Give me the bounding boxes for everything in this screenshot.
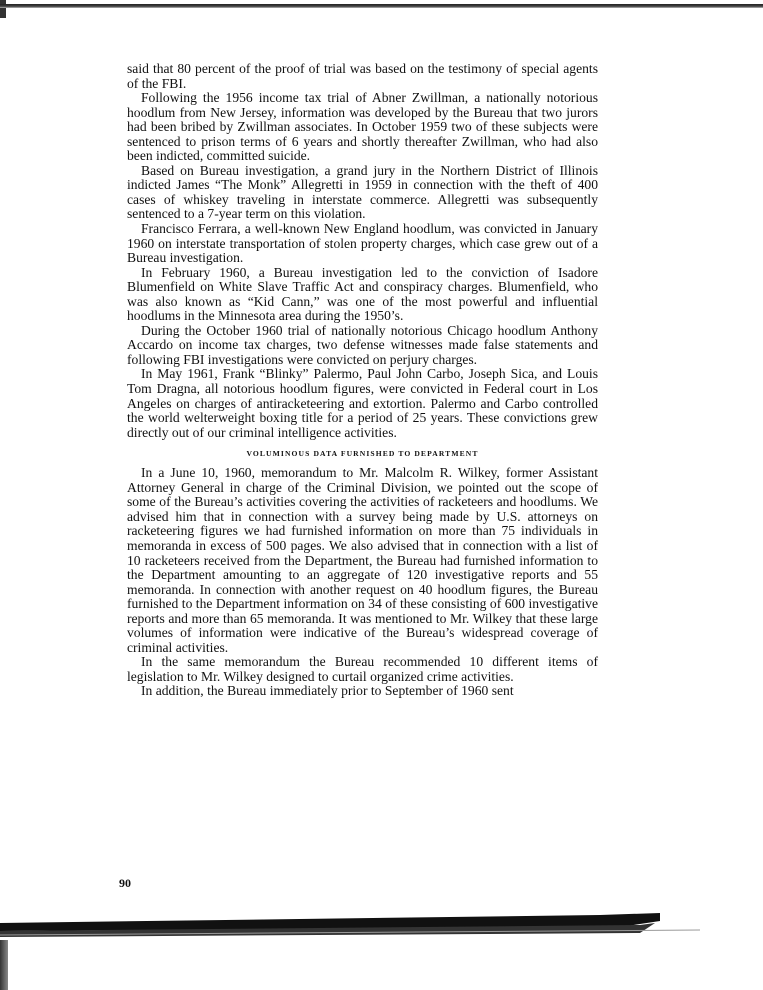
page-body <box>127 62 598 699</box>
paragraph-zwillman: Following the 1956 income tax trial of Abner Zwillman, a nationally notorious hoodlum from New Jersey, information was developed by the Bureau that two jurors had been bribed by Zwillman associates. In October 1959 two of these subjects were sentenced to prison terms of 6 years and shortly thereafter Zwillman, who had also been indicted, committed suicide. <box>127 90 598 164</box>
paragraph-blumenfield: In February 1960, a Bureau investigation led to the conviction of Isadore Blumenfield on White Slave Traffic Act and conspiracy charges. Blumenfield, who was also known as “Kid Cann,” was one of the most powerful and influential hoodlums in the Minnesota area during the 1950’s. <box>127 264 598 324</box>
paragraph-ferrara: Francisco Ferrara, a well-known New England hoodlum, was convicted in January 1960 on interstate transportation of stolen property charges, which case grew out of a Bureau investigation. <box>127 221 598 266</box>
paragraph-continuation: said that 80 percent of the proof of trial was based on the testimony of special agents of the FBI. <box>127 61 598 91</box>
paragraph-allegretti: Based on Bureau investigation, a grand jury in the Northern District of Illinois indicted James “The Monk” Allegretti in 1959 in connection with the theft of 400 cases of whiskey traveling in interstate commerce. Allegretti was subsequently sentenced to a 7-year term on this violation. <box>127 162 598 222</box>
paragraph-addition: In addition, the Bureau immediately prior to September of 1960 sent <box>141 683 514 699</box>
scan-edge-top <box>0 4 763 8</box>
section-heading: VOLUMINOUS DATA FURNISHED TO DEPARTMENT <box>246 449 479 459</box>
paragraph-legislation: In the same memorandum the Bureau recommended 10 different items of legislation to Mr. Wilkey designed to curtail organized crime activities. <box>127 654 598 684</box>
scan-edge-left <box>0 940 8 990</box>
paragraph-palermo: In May 1961, Frank “Blinky” Palermo, Paul John Carbo, Joseph Sica, and Louis Tom Dragna, all notorious hoodlum figures, were convicted in Federal court in Los Angeles on charges of antiracketeering and extortion. Palermo and Carbo controlled the world welterweight boxing title for a period of 25 years. These convictions grew directly out of our criminal intelligence activities. <box>127 366 598 440</box>
scan-edge-corner <box>0 0 6 18</box>
paragraph-wilkey-memo: In a June 10, 1960, memorandum to Mr. Malcolm R. Wilkey, former Assistant Attorney General in charge of the Criminal Division, we pointed out the scope of some of the Bureau’s activities covering the activities of racketeers and hoodlums. We advised him that in connection with a survey being made by U.S. attorneys on racketeering figures we had furnished information on more than 75 individuals in memoranda in excess of 500 pages. We also advised that in connection with a list of 10 racketeers received from the Department, the Bureau had furnished information to the Department amounting to an aggregate of 120 investigative reports and 55 memoranda. In connection with another request on 40 hoodlum figures, the Bureau furnished to the Department information on 34 of these consisting of 600 investigative reports and more than 65 memoranda. It was mentioned to Mr. Wilkey that these large volumes of information were indicative of the Bureau’s widespread coverage of criminal activities. <box>127 465 598 655</box>
scan-edge-bottom <box>0 913 763 939</box>
paragraph-accardo: During the October 1960 trial of nationally notorious Chicago hoodlum Anthony Accardo on income tax charges, two defense witnesses made false statements and following FBI investigations were convicted on perjury charges. <box>127 322 598 367</box>
page-number: 90 <box>119 876 131 890</box>
